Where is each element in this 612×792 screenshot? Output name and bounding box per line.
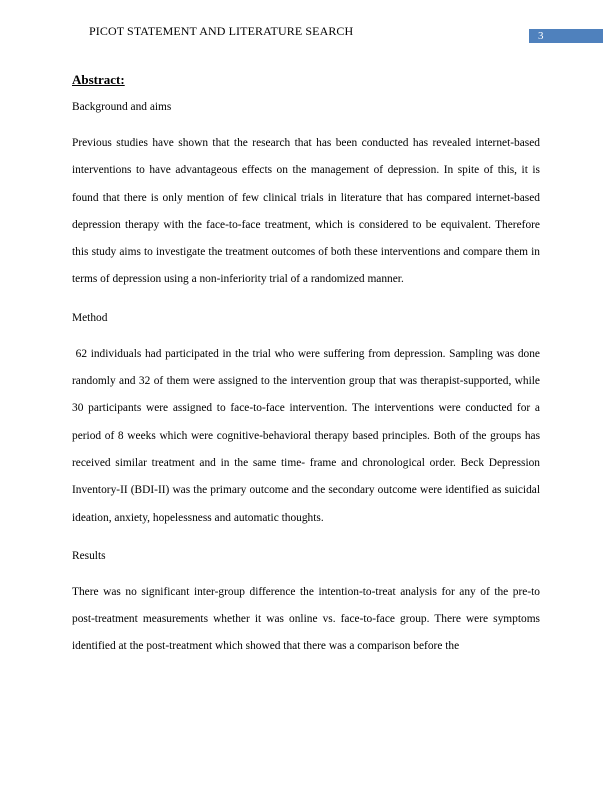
results-heading: Results [72, 549, 106, 562]
page-number-badge: 3 [529, 29, 603, 43]
running-head: PICOT STATEMENT AND LITERATURE SEARCH [89, 24, 354, 38]
background-paragraph: Previous studies have shown that the research that has been conducted has revealed internet-based interventions to have advantageous effects on the management of depression. In spite of this, it is found that there is only mention of few clinical trials in literature that has compared internet-based depression therapy with the face-to-face treatment, which is considered to be equivalent. Therefore this study aims to investigate the treatment outcomes of both these interventions and compare them in terms of depression using a non-inferiority trial of a randomized manner. [72, 137, 540, 286]
background-heading: Background and aims [72, 101, 172, 113]
abstract-section [72, 70, 540, 678]
method-heading: Method [72, 311, 108, 324]
results-paragraph: There was no significant inter-group difference the intention-to-treat analysis for any of the pre-to post-treatment measurements whether it was online vs. face-to-face group. There were symptoms identified at the post-treatment which showed that there was a comparison before the [72, 585, 540, 653]
abstract-heading: Abstract: [72, 72, 125, 87]
method-paragraph: 62 individuals had participated in the trial who were suffering from depression. Sampling was done randomly and 32 of them were assigned to the intervention group that was therapist-supported, while 30 participants were assigned to face-to-face intervention. The interventions were conducted for a period of 8 weeks which were cognitive-behavioral therapy based principles. Both of the groups has received similar treatment and in the same time- frame and chronological order. Beck Depression Inventory-II (BDI-II) was the primary outcome and the secondary outcome were identified as suicidal ideation, anxiety, hopelessness and automatic thoughts. [72, 347, 540, 524]
